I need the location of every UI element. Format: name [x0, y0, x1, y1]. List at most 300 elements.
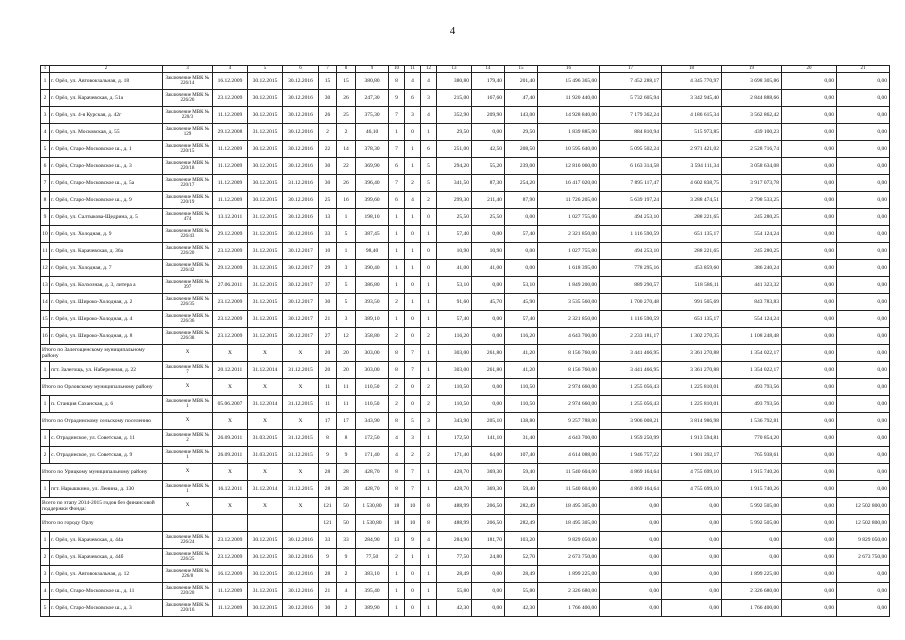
document-cell: Заключение МВК № 1: [163, 481, 213, 498]
value-cell-col-21: 0,00: [837, 345, 890, 362]
value-cell-col-19: 0,00: [722, 549, 782, 566]
table-row: [41, 430, 890, 447]
value-cell-col-17: 1 255 056,43: [600, 396, 662, 413]
address-cell: г. Орёл, ул. Карачевская, д. 44б: [50, 549, 163, 566]
value-cell-col-9: 396,40: [356, 175, 389, 192]
value-cell-col-12: 8: [421, 515, 437, 532]
value-cell-col-8: 5: [337, 294, 356, 311]
value-cell-col-16: 1 839 885,00: [538, 124, 600, 141]
subtotal-label: Итого по Залегощенскому муниципальному району: [41, 345, 163, 362]
document-cell: Заключение МВК № 220/15: [163, 141, 213, 158]
value-cell-col-6: 30.12.2016: [283, 532, 319, 549]
address-cell: г. Орёл, Старо-Московское ш., д. 5а: [50, 175, 163, 192]
value-cell-col-11: 7: [405, 464, 421, 481]
value-cell-col-18: 3 361 270,88: [662, 345, 722, 362]
value-cell-col-7: 121: [319, 515, 337, 532]
document-cell: Заключение МВК № 7: [163, 362, 213, 379]
value-cell-col-13: 303,00: [437, 362, 472, 379]
value-cell-col-5: 31.12.2015: [248, 294, 283, 311]
value-cell-col-4: [213, 515, 248, 532]
value-cell-col-9: 387,45: [356, 226, 389, 243]
document-cell: Заключение МВК № 226/42: [163, 260, 213, 277]
value-cell-col-12: 2: [421, 447, 437, 464]
value-cell-col-19: 2 528 716,74: [722, 141, 782, 158]
value-cell-col-19: 493 793,56: [722, 396, 782, 413]
value-cell-col-15: 52,70: [505, 549, 538, 566]
value-cell-col-7: 30: [319, 158, 337, 175]
column-number-18: 18: [662, 66, 722, 73]
value-cell-col-16: 11 920 440,00: [538, 90, 600, 107]
value-cell-col-21: 0,00: [837, 464, 890, 481]
value-cell-col-12: 1: [421, 124, 437, 141]
value-cell-col-11: 7: [405, 481, 421, 498]
value-cell-col-10: 8: [389, 481, 405, 498]
value-cell-col-11: 1: [405, 549, 421, 566]
address-cell: пгт. Залегощь, ул. Набережная, д. 22: [50, 362, 163, 379]
row-number-cell: 9: [41, 209, 50, 226]
value-cell-col-10: 6: [389, 158, 405, 175]
value-cell-col-10: 8: [389, 464, 405, 481]
value-cell-col-12: 1: [421, 481, 437, 498]
value-cell-col-6: 30.12.2017: [283, 243, 319, 260]
value-cell-col-12: 1: [421, 464, 437, 481]
value-cell-col-8: 4: [337, 583, 356, 600]
value-cell-col-4: 29.12.2009: [213, 260, 248, 277]
value-cell-col-11: 0: [405, 226, 421, 243]
row-number-cell: 3: [41, 107, 50, 124]
value-cell-col-18: 4 755 699,10: [662, 481, 722, 498]
value-cell-col-19: 0,00: [722, 532, 782, 549]
value-cell-col-17: 884 810,94: [600, 124, 662, 141]
value-cell-col-7: 25: [319, 192, 337, 209]
value-cell-col-13: 55,80: [437, 583, 472, 600]
value-cell-col-11: 0: [405, 277, 421, 294]
row-number-cell: 1: [41, 396, 50, 413]
value-cell-col-13: 341,50: [437, 175, 472, 192]
table-row: [41, 583, 890, 600]
value-cell-col-8: 1: [337, 243, 356, 260]
value-cell-col-5: 30.12.2015: [248, 566, 283, 583]
value-cell-col-7: 26: [319, 107, 337, 124]
value-cell-col-9: 98,40: [356, 243, 389, 260]
value-cell-col-4: 11.12.2009: [213, 175, 248, 192]
document-cell: Заключение МВК № 1: [163, 396, 213, 413]
value-cell-col-14: 0,00: [472, 124, 505, 141]
value-cell-col-8: 28: [337, 464, 356, 481]
value-cell-col-19: 2 326 680,00: [722, 583, 782, 600]
value-cell-col-17: 4 869 164,64: [600, 481, 662, 498]
value-cell-col-7: 21: [319, 311, 337, 328]
value-cell-col-16: 18 495 305,00: [538, 515, 600, 532]
document-cell: Заключение МВК № 220/3: [163, 107, 213, 124]
value-cell-col-6: X: [283, 464, 319, 481]
document-cell: Заключение МВК № 2: [163, 430, 213, 447]
value-cell-col-6: 30.12.2016: [283, 192, 319, 209]
value-cell-col-8: 1: [337, 209, 356, 226]
address-cell: г. Орёл, ул. Широко-Холодная, д. 8: [50, 328, 163, 345]
value-cell-col-9: 399,60: [356, 192, 389, 209]
value-cell-col-5: X: [248, 413, 283, 430]
value-cell-col-11: 3: [405, 430, 421, 447]
housing-program-table: [40, 65, 890, 617]
address-cell: г. Орёл, Старо-Московское ш., д. 3: [50, 158, 163, 175]
value-cell-col-15: 53,10: [505, 277, 538, 294]
value-cell-col-13: 284,90: [437, 532, 472, 549]
value-cell-col-12: 1: [421, 566, 437, 583]
address-cell: г. Орёл, ул. Холодная, д. 7: [50, 260, 163, 277]
value-cell-col-11: 0: [405, 311, 421, 328]
value-cell-col-14: 42,50: [472, 141, 505, 158]
value-cell-col-5: 31.12.2015: [248, 277, 283, 294]
value-cell-col-14: 0,00: [472, 277, 505, 294]
value-cell-col-12: 1: [421, 583, 437, 600]
value-cell-col-10: 4: [389, 447, 405, 464]
column-number-21: 21: [837, 66, 890, 73]
value-cell-col-11: 10: [405, 515, 421, 532]
value-cell-col-10: 2: [389, 549, 405, 566]
row-number-cell: 4: [41, 583, 50, 600]
value-cell-col-19: 3 698 305,86: [722, 73, 782, 90]
value-cell-col-6: 30.12.2017: [283, 294, 319, 311]
value-cell-col-16: 3 535 560,00: [538, 294, 600, 311]
value-cell-col-20: 0,00: [782, 294, 837, 311]
address-cell: г. Орёл, ул. Широко-Холодная, д. 4: [50, 311, 163, 328]
value-cell-col-4: X: [213, 498, 248, 515]
value-cell-col-4: 05.06.2007: [213, 396, 248, 413]
value-cell-col-11: 1: [405, 209, 421, 226]
value-cell-col-5: 31.03.2015: [248, 447, 283, 464]
row-number-cell: 15: [41, 311, 50, 328]
value-cell-col-9: 1 530,80: [356, 515, 389, 532]
document-cell: Заключение МВК № 226/35: [163, 294, 213, 311]
value-cell-col-19: 245 280,25: [722, 243, 782, 260]
value-cell-col-20: 0,00: [782, 515, 837, 532]
value-cell-col-9: 380,80: [356, 73, 389, 90]
value-cell-col-7: 30: [319, 600, 337, 617]
column-number-14: 14: [472, 66, 505, 73]
column-number-2: 2: [50, 66, 163, 73]
value-cell-col-10: 1: [389, 226, 405, 243]
value-cell-col-17: 0,00: [600, 498, 662, 515]
table-row: [41, 362, 890, 379]
value-cell-col-18: 1 225 810,01: [662, 396, 722, 413]
value-cell-col-4: 29.12.2009: [213, 226, 248, 243]
column-number-11: 11: [405, 66, 421, 73]
value-cell-col-8: 11: [337, 396, 356, 413]
value-cell-col-6: 30.12.2016: [283, 209, 319, 226]
value-cell-col-9: 358,80: [356, 328, 389, 345]
value-cell-col-19: 2 844 888,66: [722, 90, 782, 107]
document-cell: Заключение МВК № 226/24: [163, 532, 213, 549]
value-cell-col-14: 206,50: [472, 498, 505, 515]
document-cell: Заключение МВК № 226/36: [163, 311, 213, 328]
value-cell-col-17: 7 895 117,47: [600, 175, 662, 192]
value-cell-col-21: 0,00: [837, 311, 890, 328]
value-cell-col-15: 0,00: [505, 209, 538, 226]
value-cell-col-20: 0,00: [782, 192, 837, 209]
address-cell: п. Станция Саханская, д. 6: [50, 396, 163, 413]
value-cell-col-6: 30.12.2016: [283, 141, 319, 158]
value-cell-col-5: X: [248, 345, 283, 362]
value-cell-col-19: 3 058 634,08: [722, 158, 782, 175]
value-cell-col-9: 110,50: [356, 396, 389, 413]
value-cell-col-14: 25,50: [472, 209, 505, 226]
value-cell-col-17: 3 441 466,95: [600, 345, 662, 362]
value-cell-col-20: 0,00: [782, 209, 837, 226]
table-row: [41, 549, 890, 566]
value-cell-col-4: 11.12.2009: [213, 583, 248, 600]
value-cell-col-14: 0,00: [472, 583, 505, 600]
value-cell-col-7: 20: [319, 345, 337, 362]
value-cell-col-21: 0,00: [837, 209, 890, 226]
column-number-10: 10: [389, 66, 405, 73]
value-cell-col-7: 27: [319, 328, 337, 345]
value-cell-col-14: 0,00: [472, 379, 505, 396]
value-cell-col-17: 1 255 056,43: [600, 379, 662, 396]
value-cell-col-11: 7: [405, 345, 421, 362]
value-cell-col-20: 0,00: [782, 481, 837, 498]
value-cell-col-20: 0,00: [782, 532, 837, 549]
value-cell-col-12: 1: [421, 294, 437, 311]
value-cell-col-13: 380,80: [437, 73, 472, 90]
value-cell-col-5: 31.03.2015: [248, 430, 283, 447]
value-cell-col-6: X: [283, 413, 319, 430]
subtotal-label: Итого по Отрадинскому сельскому поселению: [41, 413, 163, 430]
value-cell-col-10: 1: [389, 260, 405, 277]
value-cell-col-17: 3 441 466,95: [600, 362, 662, 379]
row-number-cell: 5: [41, 141, 50, 158]
row-number-cell: 5: [41, 600, 50, 617]
value-cell-col-20: 0,00: [782, 260, 837, 277]
value-cell-col-12: 2: [421, 396, 437, 413]
value-cell-col-14: 209,90: [472, 107, 505, 124]
value-cell-col-19: 843 783,83: [722, 294, 782, 311]
value-cell-col-6: 31.12.2015: [283, 481, 319, 498]
value-cell-col-8: 9: [337, 549, 356, 566]
value-cell-col-17: 1 959 250,99: [600, 430, 662, 447]
value-cell-col-7: 8: [319, 430, 337, 447]
value-cell-col-5: 31.12.2015: [248, 260, 283, 277]
value-cell-col-4: 16.12.2009: [213, 73, 248, 90]
value-cell-col-13: 116,20: [437, 328, 472, 345]
value-cell-col-11: 0: [405, 396, 421, 413]
document-cell: X: [163, 379, 213, 396]
value-cell-col-14: 369,30: [472, 481, 505, 498]
value-cell-col-8: 11: [337, 379, 356, 396]
value-cell-col-12: 3: [421, 90, 437, 107]
value-cell-col-8: 25: [337, 107, 356, 124]
document-cell: Заключение МВК № 129: [163, 124, 213, 141]
value-cell-col-21: 0,00: [837, 158, 890, 175]
value-cell-col-13: 53,10: [437, 277, 472, 294]
value-cell-col-18: 0,00: [662, 583, 722, 600]
value-cell-col-12: 5: [421, 175, 437, 192]
row-number-cell: 7: [41, 175, 50, 192]
value-cell-col-6: 30.12.2016: [283, 124, 319, 141]
value-cell-col-6: 30.12.2016: [283, 549, 319, 566]
value-cell-col-20: 0,00: [782, 379, 837, 396]
table-row: [41, 328, 890, 345]
value-cell-col-18: 0,00: [662, 549, 722, 566]
value-cell-col-13: 303,00: [437, 345, 472, 362]
value-cell-col-15: 59,40: [505, 464, 538, 481]
value-cell-col-12: 1: [421, 226, 437, 243]
column-number-16: 16: [538, 66, 600, 73]
value-cell-col-4: 27.06.2011: [213, 277, 248, 294]
value-cell-col-18: 1 302 270,35: [662, 328, 722, 345]
value-cell-col-16: 4 614 088,00: [538, 447, 600, 464]
value-cell-col-18: 3 361 270,88: [662, 362, 722, 379]
value-cell-col-18: 3 594 111,34: [662, 158, 722, 175]
value-cell-col-11: 0: [405, 124, 421, 141]
value-cell-col-9: 378,30: [356, 141, 389, 158]
value-cell-col-14: 141,10: [472, 430, 505, 447]
document-cell: X: [163, 413, 213, 430]
value-cell-col-8: 2: [337, 566, 356, 583]
value-cell-col-11: 3: [405, 107, 421, 124]
column-number-3: 3: [163, 66, 213, 73]
value-cell-col-14: 0,00: [472, 311, 505, 328]
value-cell-col-16: 15 496 365,00: [538, 73, 600, 90]
value-cell-col-10: 8: [389, 345, 405, 362]
address-cell: пгт. Нарышкино, ул. Ленина, д. 130: [50, 481, 163, 498]
value-cell-col-6: 31.12.2016: [283, 175, 319, 192]
value-cell-col-10: 1: [389, 583, 405, 600]
value-cell-col-21: 0,00: [837, 396, 890, 413]
value-cell-col-7: 9: [319, 549, 337, 566]
value-cell-col-9: 369,90: [356, 158, 389, 175]
row-number-cell: 1: [41, 362, 50, 379]
table-row: [41, 124, 890, 141]
value-cell-col-5: 31.12.2015: [248, 243, 283, 260]
table-row: [41, 294, 890, 311]
value-cell-col-17: 1 946 757,22: [600, 447, 662, 464]
subtotal-row: [41, 413, 890, 430]
subtotal-row: [41, 464, 890, 481]
value-cell-col-10: 6: [389, 192, 405, 209]
address-cell: г. Орёл, ул. Карачевская, д. 36а: [50, 243, 163, 260]
value-cell-col-12: 1: [421, 311, 437, 328]
value-cell-col-16: 10 595 640,00: [538, 141, 600, 158]
table-row: [41, 141, 890, 158]
address-cell: г. Орёл, ул. Колхозная, д. 3, литера а: [50, 277, 163, 294]
value-cell-col-14: 0,00: [472, 566, 505, 583]
value-cell-col-21: 0,00: [837, 141, 890, 158]
value-cell-col-17: 0,00: [600, 583, 662, 600]
column-number-1: 1: [41, 66, 50, 73]
value-cell-col-14: 41,00: [472, 260, 505, 277]
value-cell-col-4: 23.12.2009: [213, 243, 248, 260]
value-cell-col-16: 4 643 700,00: [538, 430, 600, 447]
row-number-cell: 4: [41, 124, 50, 141]
value-cell-col-15: 42,30: [505, 600, 538, 617]
value-cell-col-20: 0,00: [782, 90, 837, 107]
value-cell-col-6: 31.12.2015: [283, 447, 319, 464]
value-cell-col-15: 138,80: [505, 413, 538, 430]
value-cell-col-18: 4 755 699,10: [662, 464, 722, 481]
address-cell: г. Орёл, Старо-Московское ш., д. 3: [50, 600, 163, 617]
value-cell-col-16: 2 673 750,00: [538, 549, 600, 566]
row-number-cell: 2: [41, 447, 50, 464]
value-cell-col-5: 30.12.2015: [248, 600, 283, 617]
value-cell-col-5: 30.12.2015: [248, 549, 283, 566]
value-cell-col-9: 395,40: [356, 583, 389, 600]
value-cell-col-18: 4 186 615,34: [662, 107, 722, 124]
value-cell-col-20: 0,00: [782, 583, 837, 600]
value-cell-col-20: 0,00: [782, 141, 837, 158]
value-cell-col-21: 12 502 800,00: [837, 498, 890, 515]
value-cell-col-21: 0,00: [837, 481, 890, 498]
value-cell-col-15: 103,20: [505, 532, 538, 549]
value-cell-col-19: 3 562 862,42: [722, 107, 782, 124]
value-cell-col-11: 7: [405, 362, 421, 379]
column-number-9: 9: [356, 66, 389, 73]
value-cell-col-20: 0,00: [782, 73, 837, 90]
value-cell-col-15: 282,49: [505, 515, 538, 532]
value-cell-col-4: X: [213, 345, 248, 362]
value-cell-col-11: 2: [405, 447, 421, 464]
value-cell-col-18: 1 901 392,17: [662, 447, 722, 464]
value-cell-col-7: 11: [319, 379, 337, 396]
document-cell: Заключение МВК № 397: [163, 277, 213, 294]
value-cell-col-14: 206,50: [472, 515, 505, 532]
table-row: [41, 107, 890, 124]
value-cell-col-15: 57,40: [505, 311, 538, 328]
value-cell-col-9: 390,40: [356, 260, 389, 277]
value-cell-col-4: 23.12.2009: [213, 294, 248, 311]
value-cell-col-7: 9: [319, 447, 337, 464]
column-number-header-row: [41, 66, 890, 73]
table-row: [41, 243, 890, 260]
value-cell-col-19: 554 124,24: [722, 311, 782, 328]
value-cell-col-13: 41,00: [437, 260, 472, 277]
value-cell-col-4: 11.12.2009: [213, 107, 248, 124]
table-row: [41, 209, 890, 226]
value-cell-col-21: 2 673 750,00: [837, 549, 890, 566]
subtotal-row: [41, 498, 890, 515]
value-cell-col-9: 389,10: [356, 311, 389, 328]
row-number-cell: 1: [41, 73, 50, 90]
value-cell-col-20: 0,00: [782, 124, 837, 141]
value-cell-col-4: X: [213, 413, 248, 430]
value-cell-col-7: 2: [319, 124, 337, 141]
value-cell-col-16: 18 495 305,00: [538, 498, 600, 515]
value-cell-col-20: 0,00: [782, 447, 837, 464]
value-cell-col-20: 0,00: [782, 328, 837, 345]
value-cell-col-7: 22: [319, 141, 337, 158]
value-cell-col-10: 18: [389, 515, 405, 532]
value-cell-col-13: 215,00: [437, 90, 472, 107]
value-cell-col-8: 12: [337, 328, 356, 345]
value-cell-col-12: 4: [421, 532, 437, 549]
value-cell-col-15: 110,50: [505, 379, 538, 396]
value-cell-col-4: 23.12.2009: [213, 90, 248, 107]
value-cell-col-8: 50: [337, 515, 356, 532]
value-cell-col-8: 2: [337, 124, 356, 141]
value-cell-col-17: 0,00: [600, 600, 662, 617]
value-cell-col-21: 0,00: [837, 600, 890, 617]
value-cell-col-9: 284,90: [356, 532, 389, 549]
value-cell-col-11: 1: [405, 260, 421, 277]
value-cell-col-5: 30.12.2015: [248, 175, 283, 192]
value-cell-col-18: 0,00: [662, 498, 722, 515]
value-cell-col-11: 1: [405, 158, 421, 175]
value-cell-col-17: 494 253,10: [600, 243, 662, 260]
value-cell-col-4: 16.12.2011: [213, 481, 248, 498]
value-cell-col-11: 0: [405, 379, 421, 396]
column-number-8: 8: [337, 66, 356, 73]
value-cell-col-15: 254,20: [505, 175, 538, 192]
